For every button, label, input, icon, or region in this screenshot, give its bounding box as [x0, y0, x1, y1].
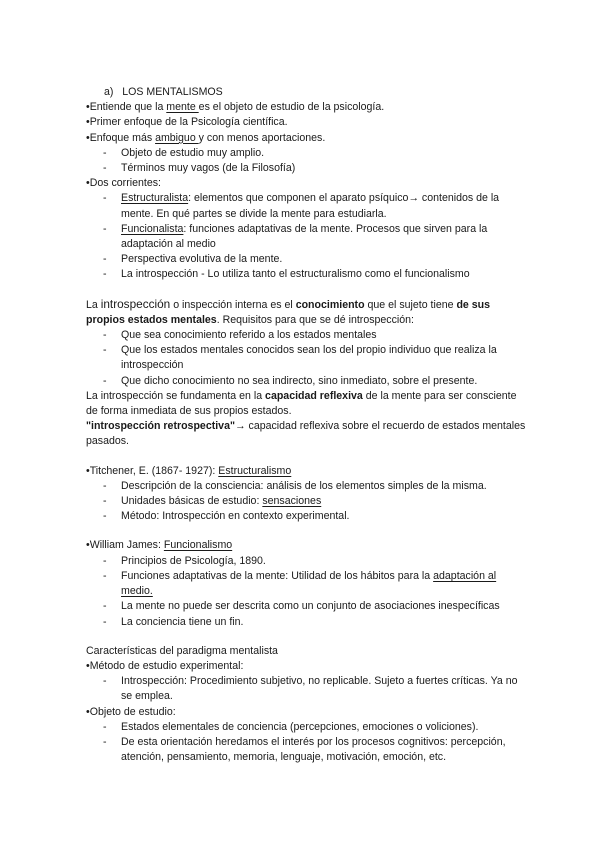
- introspection-definition: [86, 297, 526, 328]
- text: y con menos aportaciones.: [198, 131, 326, 144]
- paradigm-title: Características del paradigma mentalista: [86, 644, 278, 657]
- dash-marker: -: [103, 329, 107, 342]
- text: Introspección: Procedimiento subjetivo, no replicable. Sujeto a fuertes críticas. Ya no se emplea.: [121, 675, 518, 703]
- text: → capacidad reflexiva sobre el recuerdo de estados mentales pasados.: [86, 420, 526, 448]
- dash-marker: -: [103, 162, 107, 175]
- list-item: [86, 161, 526, 176]
- list-item: [86, 252, 526, 267]
- text: •Entiende que la: [86, 101, 167, 114]
- list-item: [86, 222, 526, 252]
- list-item: [86, 494, 526, 509]
- dash-marker: -: [103, 675, 107, 688]
- text: Perspectiva evolutiva de la mente.: [121, 253, 283, 266]
- bullet-primer-enfoque: •Primer enfoque de la Psicología científica.: [86, 116, 288, 129]
- text: La: [86, 298, 101, 311]
- spacer: [86, 450, 526, 464]
- dash-marker: -: [103, 344, 107, 357]
- list-item: [86, 720, 526, 735]
- underlined-term: Funcionalista: [121, 222, 184, 235]
- bold-term: "introspección retrospectiva": [86, 420, 235, 433]
- text: •Titchener, E. (1867- 1927):: [86, 464, 219, 477]
- underlined-term: ambiguo: [155, 131, 199, 144]
- underlined-term: sensaciones: [262, 495, 322, 508]
- underlined-term: Funcionalismo: [163, 539, 233, 552]
- text: Descripción de la consciencia: análisis de los elementos simples de la misma.: [121, 479, 487, 492]
- text: : funciones adaptativas de la mente. Procesos que sirven para la adaptación al medio: [121, 222, 488, 251]
- section-label: a): [104, 86, 114, 98]
- dash-marker: -: [103, 253, 107, 266]
- list-item: [86, 146, 526, 161]
- list-item: [86, 267, 526, 282]
- underlined-term: Estructuralismo: [218, 464, 292, 477]
- list-item: [86, 599, 526, 614]
- section-heading: [86, 85, 526, 100]
- text: es el objeto de estudio de la psicología.: [198, 101, 385, 114]
- spacer: [86, 524, 526, 538]
- list-item: [86, 735, 526, 765]
- text: La introspección se fundamenta en la: [86, 389, 266, 402]
- introspection-foundation: [86, 389, 526, 419]
- text: De esta orientación heredamos el interés por los procesos cognitivos: percepción, atención, pensamiento, memoria, lenguaje, motivación, emoción, etc.: [121, 735, 506, 764]
- dash-marker: -: [103, 510, 107, 523]
- dash-marker: -: [103, 615, 107, 628]
- text: Funciones adaptativas de la mente: Utilidad de los hábitos para la: [121, 569, 434, 582]
- text: o inspección interna es el: [170, 298, 296, 311]
- paradigm-method-heading: •Método de estudio experimental:: [86, 659, 244, 672]
- spacer: [86, 283, 526, 297]
- text: . Requisitos para que se dé introspección:: [216, 313, 414, 326]
- section-title: LOS MENTALISMOS: [122, 86, 223, 98]
- text: Que dicho conocimiento no sea indirecto, sino inmediato, sobre el presente.: [121, 374, 478, 387]
- dash-marker: -: [103, 268, 107, 281]
- text: : elementos que componen el aparato psíquico→ contenidos de la mente. En qué partes se divide la mente para estudiarla.: [121, 192, 500, 220]
- james-heading: [86, 538, 526, 553]
- list-item: [86, 328, 526, 343]
- list-item: [86, 509, 526, 524]
- dash-marker: -: [103, 600, 107, 613]
- dash-marker: -: [103, 569, 107, 582]
- text: •William James:: [86, 539, 164, 552]
- spacer: [86, 630, 526, 644]
- document-content: [86, 85, 526, 765]
- text: Objeto de estudio muy amplio.: [121, 146, 265, 159]
- paradigm-object-heading: •Objeto de estudio:: [86, 705, 176, 718]
- key-term: introspección: [100, 296, 171, 311]
- titchener-heading: [86, 464, 526, 479]
- underlined-term: adaptación al medio.: [121, 569, 497, 598]
- underlined-term: mente: [166, 101, 199, 114]
- text: Estados elementales de conciencia (percepciones, emociones o voliciones).: [121, 720, 479, 733]
- text: •Enfoque más: [86, 131, 156, 144]
- text: La introspección - Lo utiliza tanto el estructuralismo como el funcionalismo: [121, 268, 470, 281]
- text: Principios de Psicología, 1890.: [121, 554, 266, 567]
- dash-marker: -: [103, 735, 107, 748]
- text: La conciencia tiene un fin.: [121, 615, 244, 628]
- list-item: [86, 343, 526, 373]
- bullet-mente: [86, 100, 526, 115]
- list-item: [86, 569, 526, 599]
- dash-marker: -: [103, 374, 107, 387]
- list-item: [86, 479, 526, 494]
- dash-marker: -: [103, 192, 107, 205]
- underlined-term: Estructuralista: [121, 192, 189, 205]
- list-item: [86, 191, 526, 221]
- bullet-dos-corrientes: •Dos corrientes:: [86, 177, 161, 190]
- list-item: [86, 615, 526, 630]
- text: que el sujeto tiene: [364, 298, 457, 311]
- bold-term: capacidad reflexiva: [265, 389, 363, 402]
- bold-term: de sus propios estados mentales: [86, 298, 491, 326]
- dash-marker: -: [103, 554, 107, 567]
- text: Que los estados mentales conocidos sean los del propio individuo que realiza la introspección: [121, 344, 497, 372]
- list-item: [86, 674, 526, 704]
- text: Método: Introspección en contexto experimental.: [121, 510, 350, 523]
- bold-term: conocimiento: [295, 298, 365, 311]
- text: de la mente para ser consciente de forma inmediata de sus propios estados.: [86, 389, 517, 418]
- dash-marker: -: [103, 146, 107, 159]
- text: Que sea conocimiento referido a los estados mentales: [121, 329, 377, 342]
- text: Términos muy vagos (de la Filosofía): [121, 162, 296, 175]
- dash-marker: -: [103, 479, 107, 492]
- dash-marker: -: [103, 720, 107, 733]
- list-item: [86, 554, 526, 569]
- text: Unidades básicas de estudio:: [121, 495, 263, 508]
- text: La mente no puede ser descrita como un conjunto de asociaciones inespecíficas: [121, 600, 500, 613]
- bullet-ambiguo: [86, 131, 526, 146]
- dash-marker: -: [103, 495, 107, 508]
- dash-marker: -: [103, 222, 107, 235]
- introspection-retrospective: [86, 419, 526, 449]
- list-item: [86, 374, 526, 389]
